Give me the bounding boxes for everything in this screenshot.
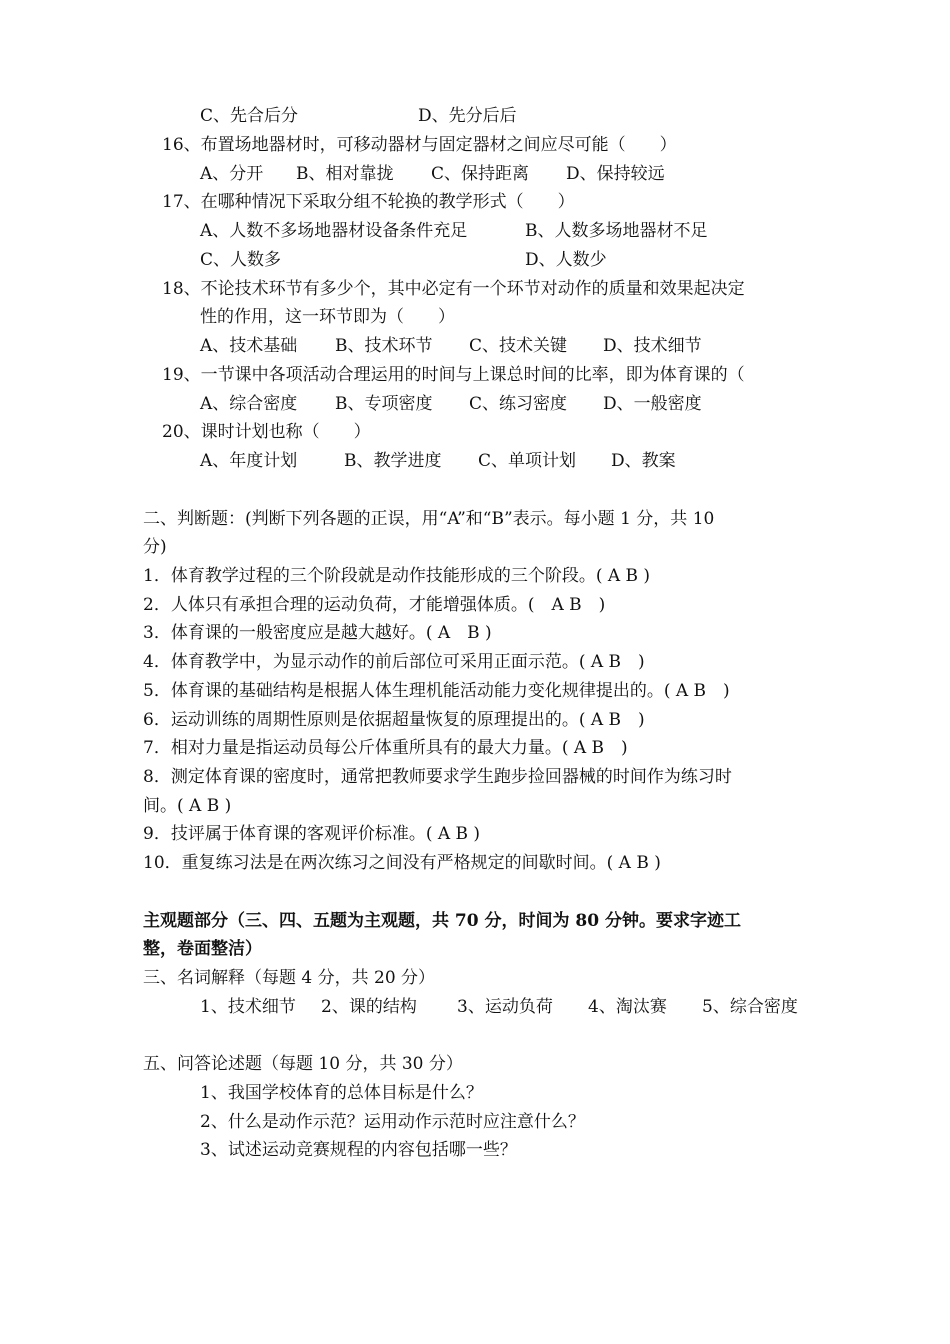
q15-option-c: C、先合后分 bbox=[200, 106, 299, 126]
q19-stem: 19、一节课中各项活动合理运用的时间与上课总时间的比率，即为体育课的（ bbox=[162, 365, 745, 385]
term-5: 5、综合密度 bbox=[702, 997, 798, 1017]
q16-option-d: D、保持较远 bbox=[566, 164, 665, 184]
q20-option-d: D、教案 bbox=[611, 451, 676, 471]
subjective-header-line2: 整，卷面整洁） bbox=[143, 939, 262, 959]
q18-stem-line2: 性的作用，这一环节即为（ ） bbox=[200, 307, 455, 327]
judge-item-5: 5．体育课的基础结构是根据人体生理机能活动能力变化规律提出的。( A B ) bbox=[143, 681, 730, 701]
judge-item-4: 4．体育教学中，为显示动作的前后部位可采用正面示范。( A B ) bbox=[143, 652, 645, 672]
judge-item-2: 2．人体只有承担合理的运动负荷，才能增强体质。( A B ) bbox=[143, 595, 606, 615]
essay-question-3: 3、试述运动竞赛规程的内容包括哪一些？ bbox=[200, 1140, 517, 1160]
q20-option-c: C、单项计划 bbox=[478, 451, 577, 471]
q16-option-c: C、保持距离 bbox=[431, 164, 530, 184]
q18-option-a: A、技术基础 bbox=[200, 336, 298, 356]
q20-stem: 20、课时计划也称（ ） bbox=[162, 422, 371, 442]
q18-option-c: C、技术关键 bbox=[469, 336, 568, 356]
q17-option-c: C、人数多 bbox=[200, 250, 282, 270]
q16-option-b: B、相对靠拢 bbox=[296, 164, 394, 184]
judge-item-9: 9．技评属于体育课的客观评价标准。( A B ) bbox=[143, 824, 481, 844]
term-3: 3、运动负荷 bbox=[457, 997, 553, 1017]
essay-question-1: 1、我国学校体育的总体目标是什么？ bbox=[200, 1083, 483, 1103]
q17-stem: 17、在哪种情况下采取分组不轮换的教学形式（ ） bbox=[162, 192, 575, 212]
q18-stem-line1: 18、不论技术环节有多少个，其中必定有一个环节对动作的质量和效果起决定 bbox=[162, 279, 745, 299]
q18-option-b: B、技术环节 bbox=[335, 336, 433, 356]
q16-option-a: A、分开 bbox=[200, 164, 264, 184]
subjective-header-line1: 主观题部分（三、四、五题为主观题，共 70 分，时间为 80 分钟。要求字迹工 bbox=[143, 911, 741, 931]
q19-option-d: D、一般密度 bbox=[603, 394, 702, 414]
essay-question-2: 2、什么是动作示范？运用动作示范时应注意什么？ bbox=[200, 1112, 585, 1132]
judge-item-1: 1．体育教学过程的三个阶段就是动作技能形成的三个阶段。( A B ) bbox=[143, 566, 651, 586]
judge-item-10: 10．重复练习法是在两次练习之间没有严格规定的间歇时间。( A B ) bbox=[143, 853, 661, 873]
q19-option-b: B、专项密度 bbox=[335, 394, 433, 414]
q17-option-d: D、人数少 bbox=[525, 250, 607, 270]
judge-item-8-cont: 间。( A B ) bbox=[143, 796, 232, 816]
term-4: 4、淘汰赛 bbox=[588, 997, 667, 1017]
judge-item-3: 3．体育课的一般密度应是越大越好。( A B ) bbox=[143, 623, 492, 643]
term-2: 2、课的结构 bbox=[321, 997, 417, 1017]
q19-option-a: A、综合密度 bbox=[200, 394, 298, 414]
q16-stem: 16、布置场地器材时，可移动器材与固定器材之间应尽可能（ ） bbox=[162, 135, 677, 155]
q18-option-d: D、技术细节 bbox=[603, 336, 702, 356]
judge-item-6: 6．运动训练的周期性原则是依据超量恢复的原理提出的。( A B ) bbox=[143, 710, 645, 730]
q20-option-b: B、教学进度 bbox=[344, 451, 442, 471]
judge-header-line1: 二、判断题：(判断下列各题的正误，用“A”和“B”表示。每小题 1 分，共 10 bbox=[143, 509, 715, 529]
q17-option-b: B、人数多场地器材不足 bbox=[525, 221, 708, 241]
q20-option-a: A、年度计划 bbox=[200, 451, 298, 471]
essay-header: 五、问答论述题（每题 10 分，共 30 分） bbox=[143, 1054, 463, 1074]
term-1: 1、技术细节 bbox=[200, 997, 296, 1017]
judge-header-line2: 分) bbox=[143, 537, 167, 557]
q17-option-a: A、人数不多场地器材设备条件充足 bbox=[200, 221, 468, 241]
q19-option-c: C、练习密度 bbox=[469, 394, 568, 414]
q15-option-d: D、先分后后 bbox=[418, 106, 517, 126]
terms-header: 三、名词解释（每题 4 分，共 20 分） bbox=[143, 968, 436, 988]
judge-item-7: 7．相对力量是指运动员每公斤体重所具有的最大力量。( A B ) bbox=[143, 738, 628, 758]
judge-item-8: 8．测定体育课的密度时，通常把教师要求学生跑步捡回器械的时间作为练习时 bbox=[143, 767, 732, 787]
